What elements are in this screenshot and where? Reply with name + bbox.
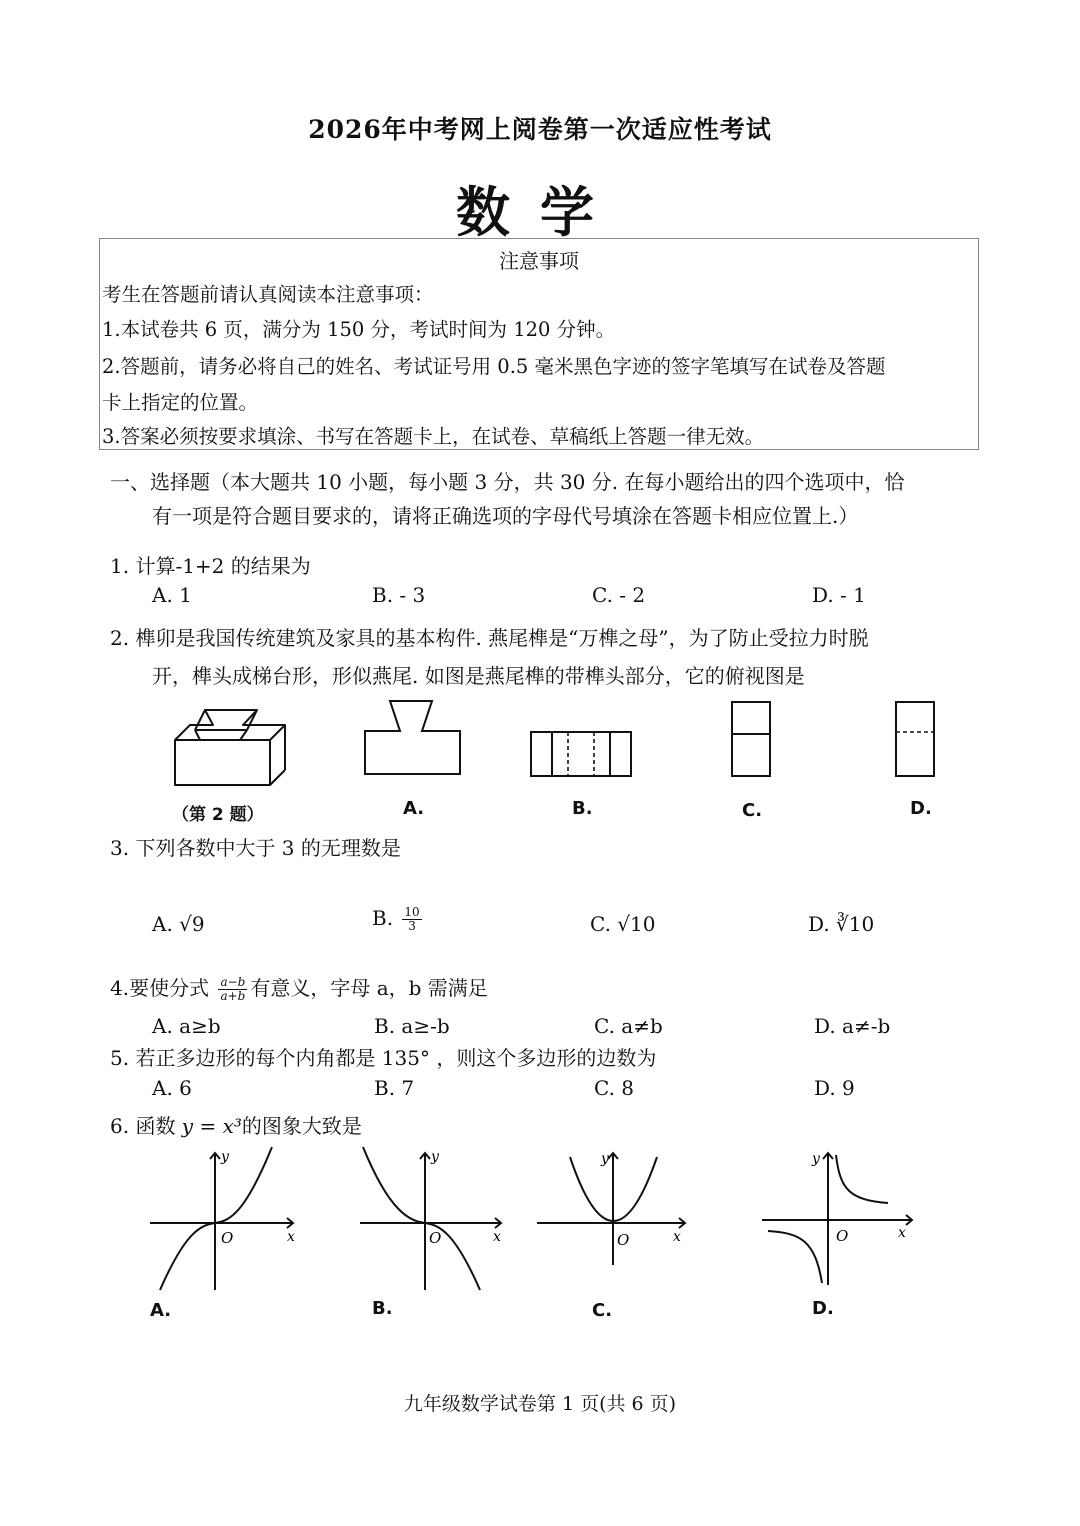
section-heading-line2: 有一项是符合题目要求的，请将正确选项的字母代号填涂在答题卡相应位置上.） <box>152 504 859 528</box>
exam-title: 2026年中考网上阅卷第一次适应性考试 <box>308 115 772 144</box>
q6-graph-c <box>535 1145 695 1295</box>
q3-fraction-denominator: 3 <box>408 919 416 933</box>
notice-item-3: 3.答案必须按要求填涂、书写在答题卡上，在试卷、草稿纸上答题一律无效。 <box>102 425 765 448</box>
page-footer: 九年级数学试卷第 1 页(共 6 页) <box>403 1393 677 1415</box>
q6-graph-b-x-label: x <box>493 1229 501 1245</box>
q6-label-d: D. <box>812 1298 834 1319</box>
q6-graph-b-y-label: y <box>431 1149 439 1165</box>
q6-stem <box>110 1110 362 1139</box>
q6-graph-a-origin: O <box>221 1229 234 1247</box>
q3-option-b <box>372 906 425 933</box>
q6-label-a: A. <box>150 1300 172 1321</box>
q2-option-a-figure <box>360 696 465 778</box>
q6-graph-a-x-label: x <box>287 1229 295 1245</box>
q3-fraction-numerator: 10 <box>404 905 420 919</box>
q3-option-d: D. ∛10 <box>808 912 875 936</box>
q3-option-b-fraction <box>402 906 421 933</box>
q5-option-c: C. 8 <box>594 1076 635 1100</box>
q6-graph-d-x-label: x <box>898 1225 906 1241</box>
notice-box <box>99 238 979 450</box>
q3-stem: 3. 下列各数中大于 3 的无理数是 <box>110 836 401 860</box>
q4-suffix: 有意义，字母 a，b 需满足 <box>250 976 488 1000</box>
notice-item-2: 2.答题前，请务必将自己的姓名、考试证号用 0.5 毫米黑色字迹的签字笔填写在试卷及答题 <box>102 355 886 378</box>
q1-option-b: B. - 3 <box>372 583 426 607</box>
q5-option-a: A. 6 <box>152 1076 192 1100</box>
q3-option-c: C. √10 <box>590 912 656 936</box>
q3-option-a: A. √9 <box>152 912 205 936</box>
q2-stem-line1: 2. 榫卯是我国传统建筑及家具的基本构件. 燕尾榫是“万榫之母”，为了防止受拉力时脱 <box>110 626 869 650</box>
q3-option-b-prefix: B. <box>372 906 394 930</box>
q1-option-a: A. 1 <box>152 583 192 607</box>
q4-option-d: D. a≠-b <box>814 1014 891 1038</box>
q2-label-c: C. <box>742 800 763 821</box>
notice-intro: 考生在答题前请认真阅读本注意事项： <box>102 283 434 306</box>
q6-graph-c-origin: O <box>617 1231 630 1249</box>
q2-option-b-figure <box>530 730 634 780</box>
q6-graph-b <box>355 1145 515 1295</box>
q4-fraction-denominator: a+b <box>220 989 246 1003</box>
q6-label-c: C. <box>592 1300 613 1321</box>
q6-graph-d-origin: O <box>836 1227 849 1245</box>
subject-title: 数学 <box>456 180 624 244</box>
q4-fraction <box>218 976 247 1003</box>
q2-figure-3d-dovetail <box>165 690 295 795</box>
q6-formula: y = x³ <box>181 1114 242 1138</box>
q6-graph-a-y-label: y <box>221 1149 229 1165</box>
q2-label-d: D. <box>910 798 932 819</box>
q6-graph-a <box>145 1145 305 1295</box>
q1-stem: 1. 计算-1+2 的结果为 <box>110 554 311 578</box>
q4-stem <box>110 972 488 1003</box>
q2-figure-caption: （第 2 题） <box>172 805 264 825</box>
q4-option-a: A. a≥b <box>152 1014 221 1038</box>
q4-fraction-numerator: a−b <box>220 975 246 989</box>
q1-option-d: D. - 1 <box>812 583 866 607</box>
q6-suffix: 的图象大致是 <box>241 1114 362 1138</box>
q1-option-c: C. - 2 <box>592 583 646 607</box>
notice-item-1: 1.本试卷共 6 页，满分为 150 分，考试时间为 120 分钟。 <box>102 318 616 341</box>
q6-graph-c-x-label: x <box>673 1229 681 1245</box>
q2-option-d-figure <box>894 700 938 780</box>
q4-option-c: C. a≠b <box>594 1014 663 1038</box>
notice-title: 注意事项 <box>499 249 579 273</box>
notice-item-2-cont: 卡上指定的位置。 <box>102 391 259 414</box>
q5-stem: 5. 若正多边形的每个内角都是 135° ，则这个多边形的边数为 <box>110 1046 657 1070</box>
q2-stem-line2: 开，榫头成梯台形，形似燕尾. 如图是燕尾榫的带榫头部分，它的俯视图是 <box>152 664 805 688</box>
q2-label-a: A. <box>403 798 425 819</box>
q5-option-d: D. 9 <box>814 1076 855 1100</box>
q6-graph-d <box>760 1145 920 1295</box>
q4-prefix: 4.要使分式 <box>110 976 210 1000</box>
q6-prefix: 6. 函数 <box>110 1114 182 1138</box>
q6-graph-c-y-label: y <box>601 1151 609 1167</box>
section-heading-line1: 一、选择题（本大题共 10 小题，每小题 3 分，共 30 分. 在每小题给出的四个选项中，恰 <box>110 470 905 494</box>
q6-graph-b-origin: O <box>429 1229 442 1247</box>
q5-option-b: B. 7 <box>374 1076 415 1100</box>
q6-graph-d-y-label: y <box>812 1151 820 1167</box>
q2-label-b: B. <box>572 798 593 819</box>
q6-label-b: B. <box>372 1298 393 1319</box>
q4-option-b: B. a≥-b <box>374 1014 450 1038</box>
q2-option-c-figure <box>730 700 774 780</box>
